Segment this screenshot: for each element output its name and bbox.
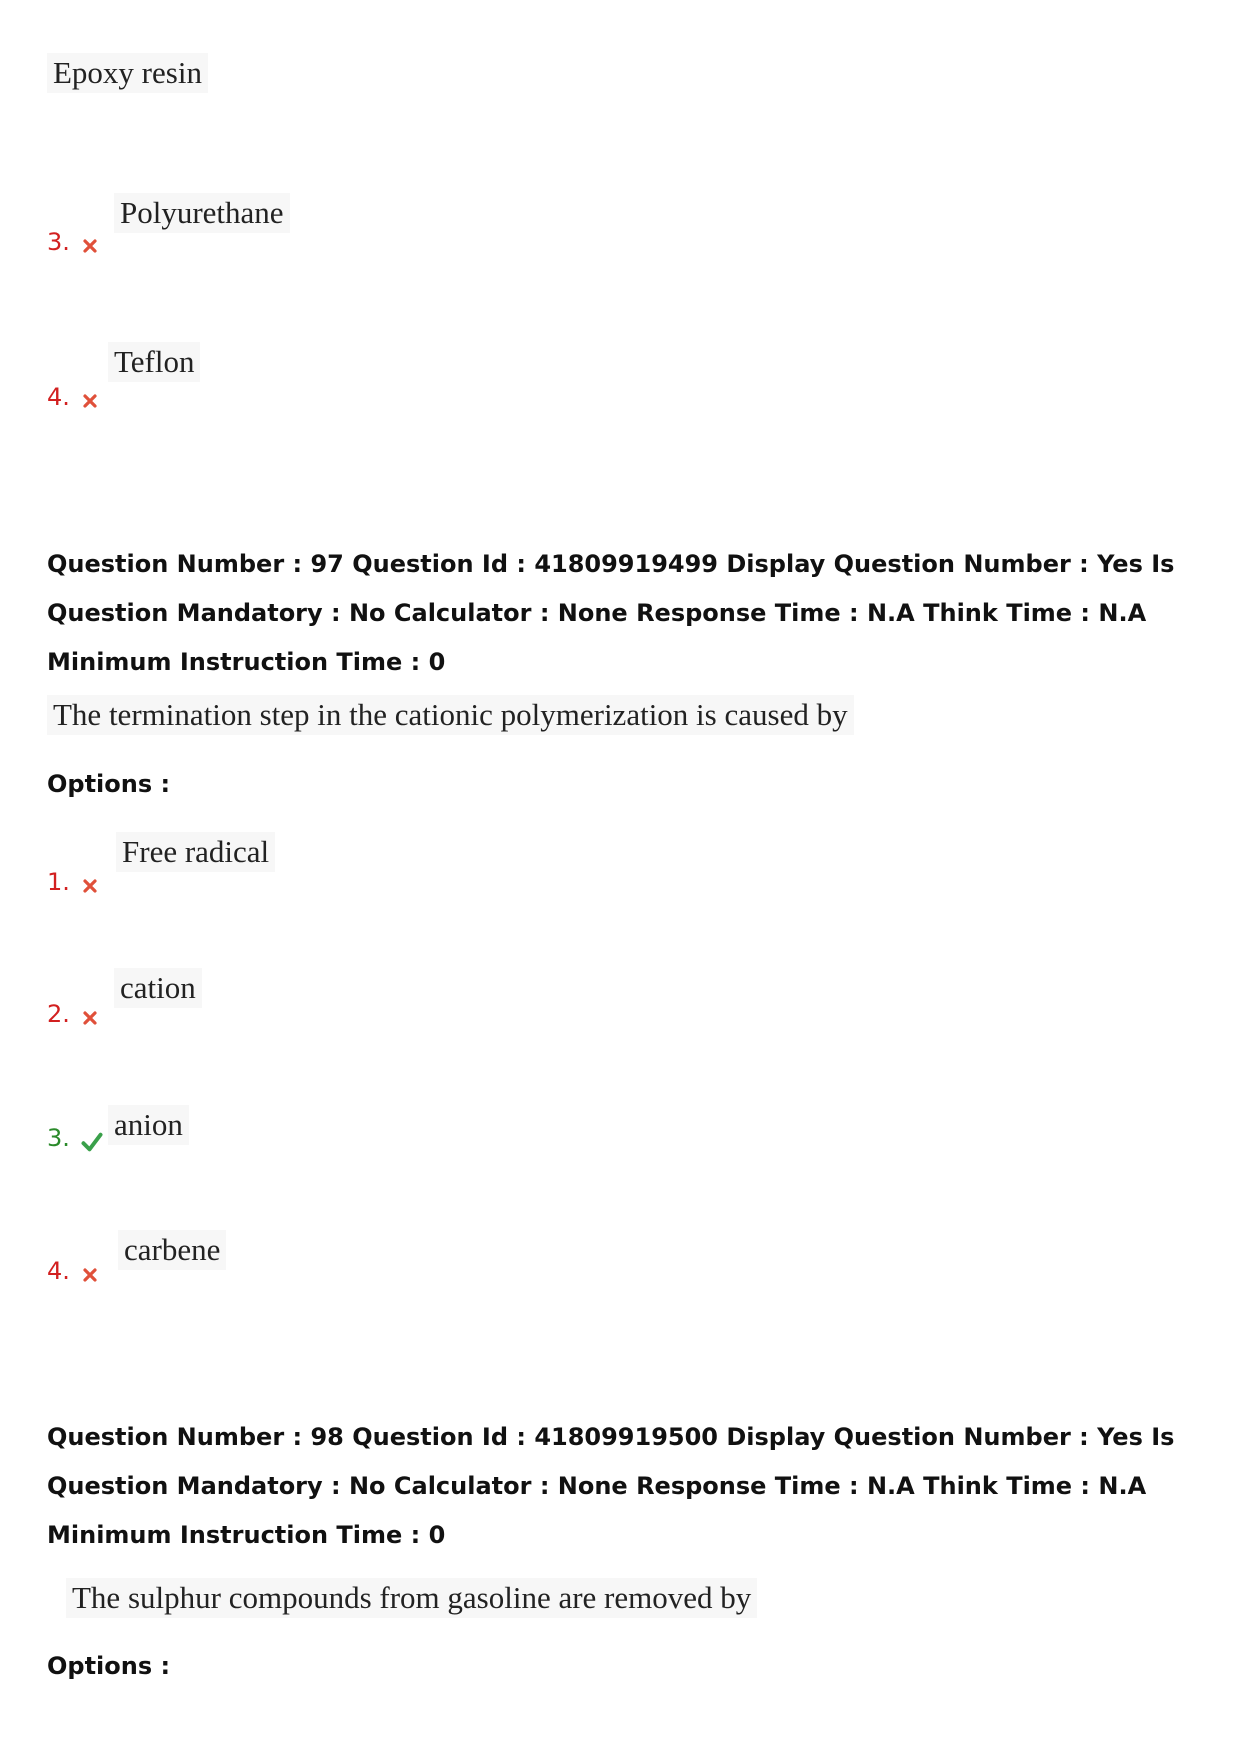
option-4-prev xyxy=(47,383,99,411)
q97-option-1 xyxy=(47,868,99,896)
wrong-icon xyxy=(81,1266,99,1284)
question-98-text: The sulphur compounds from gasoline are removed by xyxy=(66,1578,757,1618)
q97-option-3 xyxy=(47,1124,103,1153)
option-number: 3. xyxy=(47,1124,70,1152)
option-text-polyurethane: Polyurethane xyxy=(114,193,290,233)
wrong-icon xyxy=(81,392,99,410)
option-number: 1. xyxy=(47,868,70,896)
q97-option-2 xyxy=(47,1000,99,1028)
check-icon xyxy=(81,1131,103,1153)
q97-option-1-text: Free radical xyxy=(116,832,275,872)
q97-option-2-text: cation xyxy=(114,968,202,1008)
q97-option-4 xyxy=(47,1257,99,1285)
q97-option-4-text: carbene xyxy=(118,1230,226,1270)
option-text-epoxy-resin: Epoxy resin xyxy=(47,53,208,93)
option-number: 3. xyxy=(47,228,70,256)
wrong-icon xyxy=(81,1009,99,1027)
option-number: 4. xyxy=(47,383,70,411)
option-number: 4. xyxy=(47,1257,70,1285)
option-number: 2. xyxy=(47,1000,70,1028)
wrong-icon xyxy=(81,877,99,895)
q97-option-3-text: anion xyxy=(108,1105,189,1145)
question-97-meta: Question Number : 97 Question Id : 41809919499 Display Question Number : Yes Is Question Mandatory : No Calculator : None Response Time : N.A Think Time : N.A Minimum Instruction Time : 0 xyxy=(47,550,1175,676)
question-98-options-label: Options : xyxy=(47,1652,171,1680)
question-97-text: The termination step in the cationic polymerization is caused by xyxy=(47,695,854,735)
question-97-options-label: Options : xyxy=(47,770,171,798)
question-98-meta: Question Number : 98 Question Id : 41809919500 Display Question Number : Yes Is Question Mandatory : No Calculator : None Response Time : N.A Think Time : N.A Minimum Instruction Time : 0 xyxy=(47,1423,1175,1549)
option-text-teflon: Teflon xyxy=(108,342,200,382)
option-3-prev xyxy=(47,228,99,256)
wrong-icon xyxy=(81,237,99,255)
